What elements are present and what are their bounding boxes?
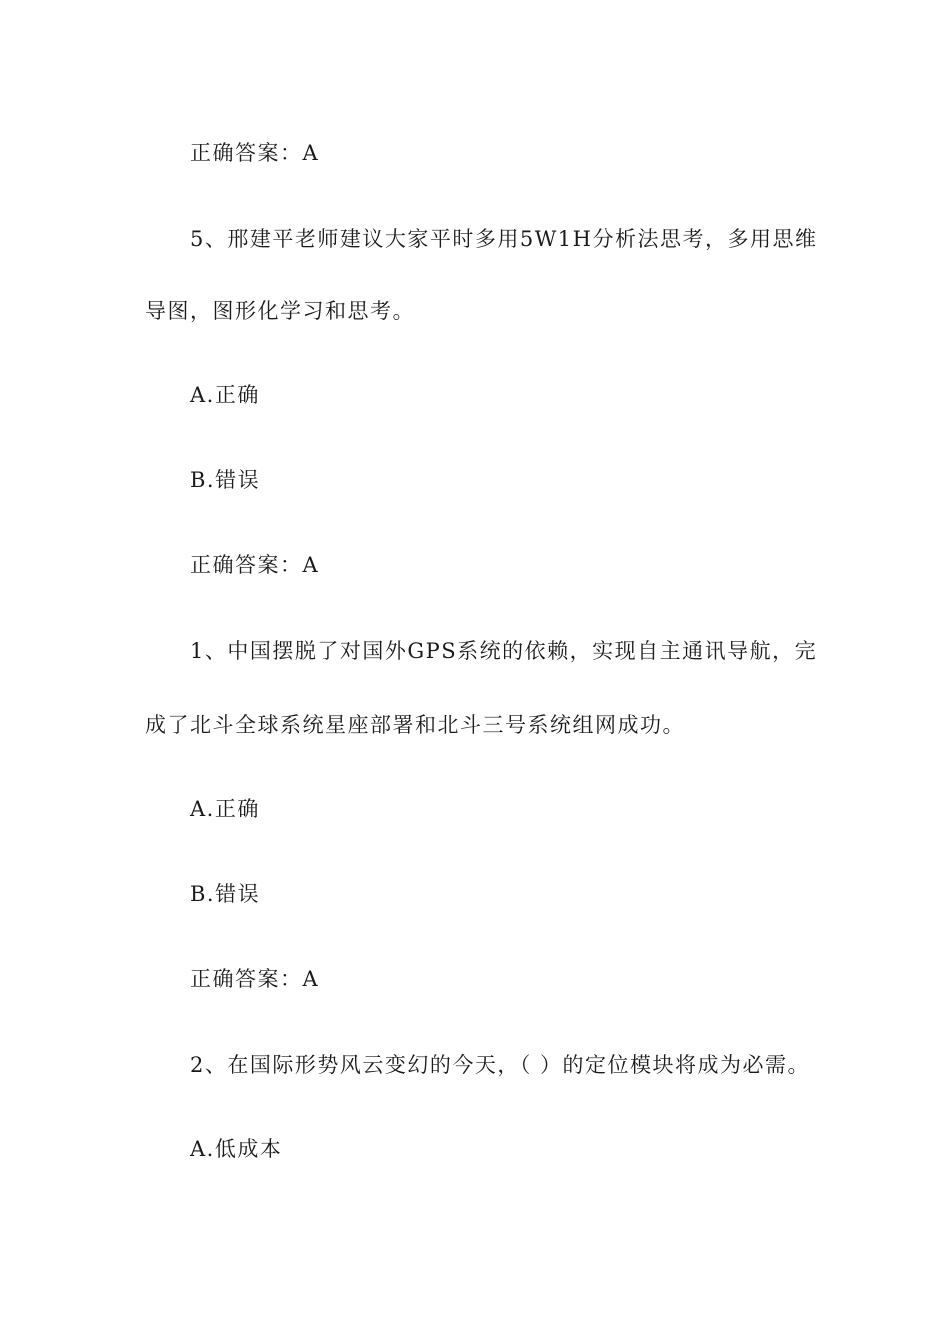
answer-line: 正确答案：A (190, 141, 320, 165)
answer-line: 正确答案：A (190, 967, 320, 991)
question-5-text: 5、邢建平老师建议大家平时多用5W1H分析法思考，多用思维 (190, 227, 818, 251)
option-b: B.错误 (190, 468, 261, 492)
question-5-text-cont: 导图，图形化学习和思考。 (145, 299, 415, 323)
question-1-text-cont: 成了北斗全球系统星座部署和北斗三号系统组网成功。 (145, 713, 685, 737)
question-1-text: 1、中国摆脱了对国外GPS系统的依赖，实现自主通讯导航，完 (190, 639, 818, 663)
option-a: A.正确 (190, 797, 260, 821)
answer-line: 正确答案：A (190, 553, 320, 577)
option-a: A.正确 (190, 383, 260, 407)
option-b: B.错误 (190, 882, 261, 906)
question-2-text: 2、在国际形势风云变幻的今天，（ ）的定位模块将成为必需。 (190, 1053, 811, 1077)
option-a: A.低成本 (190, 1137, 283, 1161)
